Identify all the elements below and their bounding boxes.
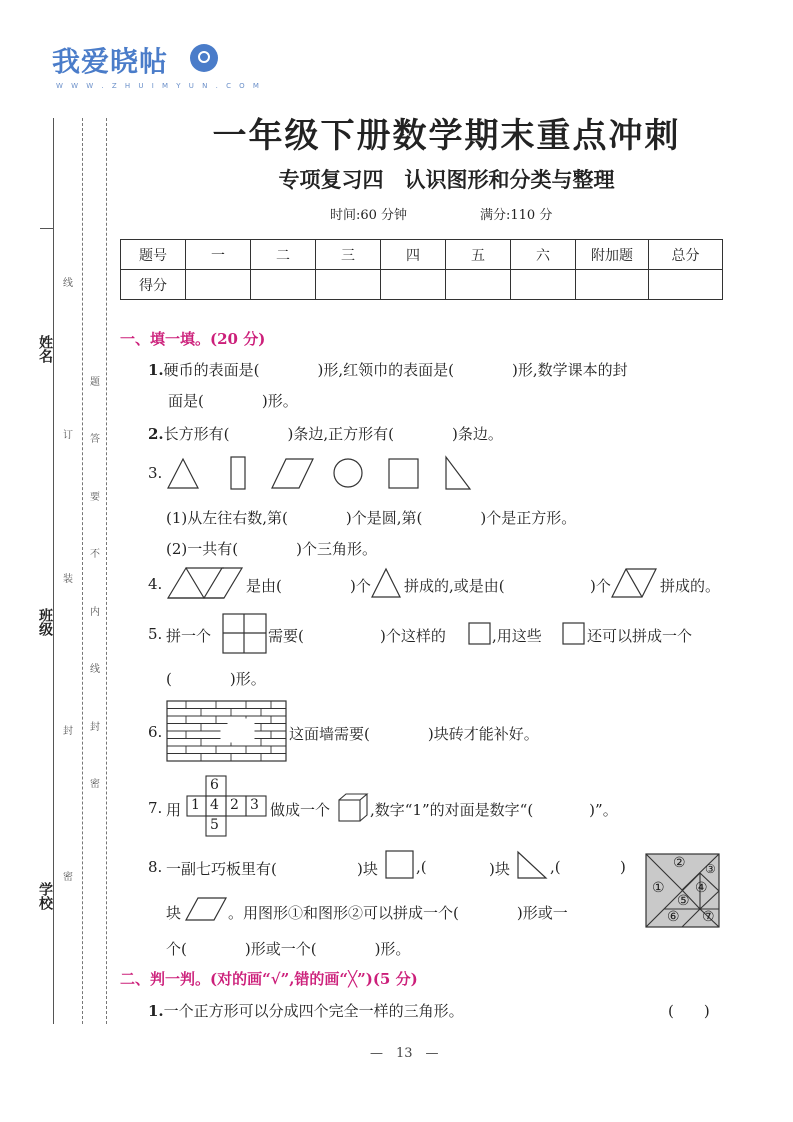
cube-face: 5 bbox=[210, 817, 219, 833]
question-5-a: 拼一个 bbox=[166, 627, 212, 645]
notice-char: 要 bbox=[90, 492, 100, 503]
question-7-text: ,数字“1”的对面是数字“( )”。 bbox=[370, 801, 618, 819]
question-1: 1.硬币的表面是( )形,红领巾的表面是( )形,数学课本的封 bbox=[148, 361, 628, 379]
seal-char: 订 bbox=[63, 430, 73, 441]
small-square-icon bbox=[562, 622, 586, 646]
answer-blank[interactable]: ( ) bbox=[668, 1002, 710, 1020]
triangle-shape bbox=[168, 459, 198, 488]
seal-char: 密 bbox=[63, 872, 73, 883]
score-cell[interactable] bbox=[186, 270, 251, 300]
seal-char: 封 bbox=[63, 726, 73, 737]
question-5-line2: ( )形。 bbox=[166, 670, 266, 688]
chat-bubble-icon bbox=[190, 44, 218, 72]
question-8-f: ) bbox=[620, 858, 626, 876]
triangle-icon bbox=[370, 566, 404, 600]
page-title: 一年级下册数学期末重点冲刺 bbox=[212, 116, 681, 156]
seal-char: 线 bbox=[63, 278, 73, 289]
small-square-icon bbox=[468, 622, 492, 646]
name-label: 姓名 bbox=[37, 335, 53, 363]
question-5-d: ,用这些 bbox=[492, 627, 542, 645]
question-8-a: 一副七巧板里有( bbox=[166, 860, 277, 878]
name-blank bbox=[40, 228, 54, 229]
cut-line bbox=[82, 118, 83, 1024]
square-piece-icon bbox=[385, 850, 415, 880]
parallelogram-shape bbox=[272, 459, 313, 488]
fold-line bbox=[106, 118, 107, 1024]
question-7-b: 做成一个 bbox=[270, 801, 331, 819]
question-6-number: 6. bbox=[148, 723, 163, 741]
question-4-e: 拼成的。 bbox=[660, 577, 721, 595]
square-shape bbox=[389, 459, 418, 488]
section2-title: 二、判一判。(对的画“√”,错的画“╳”)(5 分) bbox=[120, 970, 418, 988]
question-8-e: ,( bbox=[550, 858, 561, 876]
cube-icon bbox=[338, 793, 370, 823]
circle-shape bbox=[334, 459, 362, 487]
notice-char: 内 bbox=[90, 607, 100, 618]
school-label: 学校 bbox=[37, 882, 53, 910]
cube-face: 3 bbox=[250, 797, 259, 813]
question-2: 2.长方形有( )条边,正方形有( )条边。 bbox=[148, 425, 503, 443]
score-cell[interactable] bbox=[251, 270, 316, 300]
question-5-e: 还可以拼成一个 bbox=[587, 627, 693, 645]
question-7-number: 7. bbox=[148, 799, 163, 817]
question-4-number: 4. bbox=[148, 575, 163, 593]
site-logo: 我爱晓帖 bbox=[52, 45, 169, 78]
question-7-a: 用 bbox=[166, 801, 182, 819]
notice-char: 密 bbox=[90, 779, 100, 790]
notice-char: 线 bbox=[90, 664, 100, 675]
question-1-line2: 面是( )形。 bbox=[168, 392, 298, 410]
table-row: 得分 bbox=[121, 270, 723, 300]
tangram-label: ⑤ bbox=[677, 893, 690, 909]
notice-char: 封 bbox=[90, 722, 100, 733]
seal-char: 装 bbox=[63, 574, 73, 585]
question-8-g: 块 bbox=[166, 904, 182, 922]
question-4-c: 拼成的,或是由( bbox=[404, 577, 505, 595]
large-square-figure bbox=[222, 613, 268, 655]
judge-question-1: 1.一个正方形可以分成四个完全一样的三角形。 bbox=[148, 1002, 464, 1020]
trapezoid-figure bbox=[166, 566, 246, 602]
question-8-d: )块 bbox=[489, 860, 510, 878]
time-limit: 时间:60 分钟 bbox=[330, 208, 408, 223]
question-8-line2: 。用图形①和图形②可以拼成一个( )形或一 bbox=[228, 904, 568, 922]
question-8-line3: 个( )形或一个( )形。 bbox=[166, 940, 411, 958]
tangram-label: ① bbox=[652, 880, 665, 896]
question-8-number: 8. bbox=[148, 858, 163, 876]
question-3-number: 3. bbox=[148, 464, 163, 482]
score-table bbox=[120, 239, 723, 300]
right-triangle-shape bbox=[446, 457, 470, 489]
notice-char: 题 bbox=[90, 377, 100, 388]
question-3-1: (1)从左往右数,第( )个是圆,第( )个是正方形。 bbox=[166, 509, 577, 527]
tangram-label: ② bbox=[673, 855, 686, 871]
page-number: — 13 — bbox=[370, 1046, 439, 1061]
parallelogram-icon bbox=[610, 566, 660, 600]
cube-face: 6 bbox=[210, 777, 219, 793]
full-score: 满分:110 分 bbox=[480, 208, 553, 223]
table-row: 题号 一 二 三 四 五 六 附加题 总分 bbox=[121, 240, 723, 270]
parallelogram-piece-icon bbox=[184, 896, 228, 922]
tangram-label: ③ bbox=[705, 862, 716, 876]
site-url: W W W . Z H U I M Y U N . C O M bbox=[56, 82, 262, 90]
class-label: 班级 bbox=[37, 608, 53, 636]
tangram-label: ④ bbox=[695, 880, 708, 896]
page-subtitle: 专项复习四 认识图形和分类与整理 bbox=[278, 167, 615, 192]
question-4-b: )个 bbox=[350, 577, 371, 595]
section1-title: 一、填一填。(20 分) bbox=[120, 330, 266, 348]
notice-char: 答 bbox=[90, 434, 100, 445]
question-8-b: )块 bbox=[357, 860, 378, 878]
question-5-b: 需要( bbox=[268, 627, 304, 645]
rectangle-shape bbox=[231, 457, 245, 489]
cube-face: 1 bbox=[191, 797, 200, 813]
score-cell[interactable] bbox=[381, 270, 446, 300]
score-cell[interactable] bbox=[511, 270, 576, 300]
score-cell[interactable] bbox=[576, 270, 649, 300]
triangle-piece-icon bbox=[516, 850, 550, 880]
cube-face: 2 bbox=[230, 797, 239, 813]
question-6-text: 这面墙需要( )块砖才能补好。 bbox=[289, 725, 539, 743]
tangram-label: ⑦ bbox=[702, 909, 715, 925]
tangram-label: ⑥ bbox=[667, 909, 680, 925]
cube-face: 4 bbox=[210, 797, 219, 813]
question-5-c: )个这样的 bbox=[380, 627, 446, 645]
brick-wall-figure bbox=[166, 700, 288, 764]
score-cell[interactable] bbox=[649, 270, 723, 300]
question-4-a: 是由( bbox=[246, 577, 282, 595]
question-8-c: ,( bbox=[416, 858, 427, 876]
question-3-2: (2)一共有( )个三角形。 bbox=[166, 540, 377, 558]
notice-char: 不 bbox=[90, 549, 100, 560]
score-cell[interactable] bbox=[446, 270, 511, 300]
shapes-row bbox=[166, 455, 476, 495]
question-4-d: )个 bbox=[590, 577, 611, 595]
question-5-number: 5. bbox=[148, 625, 163, 643]
score-cell[interactable] bbox=[316, 270, 381, 300]
